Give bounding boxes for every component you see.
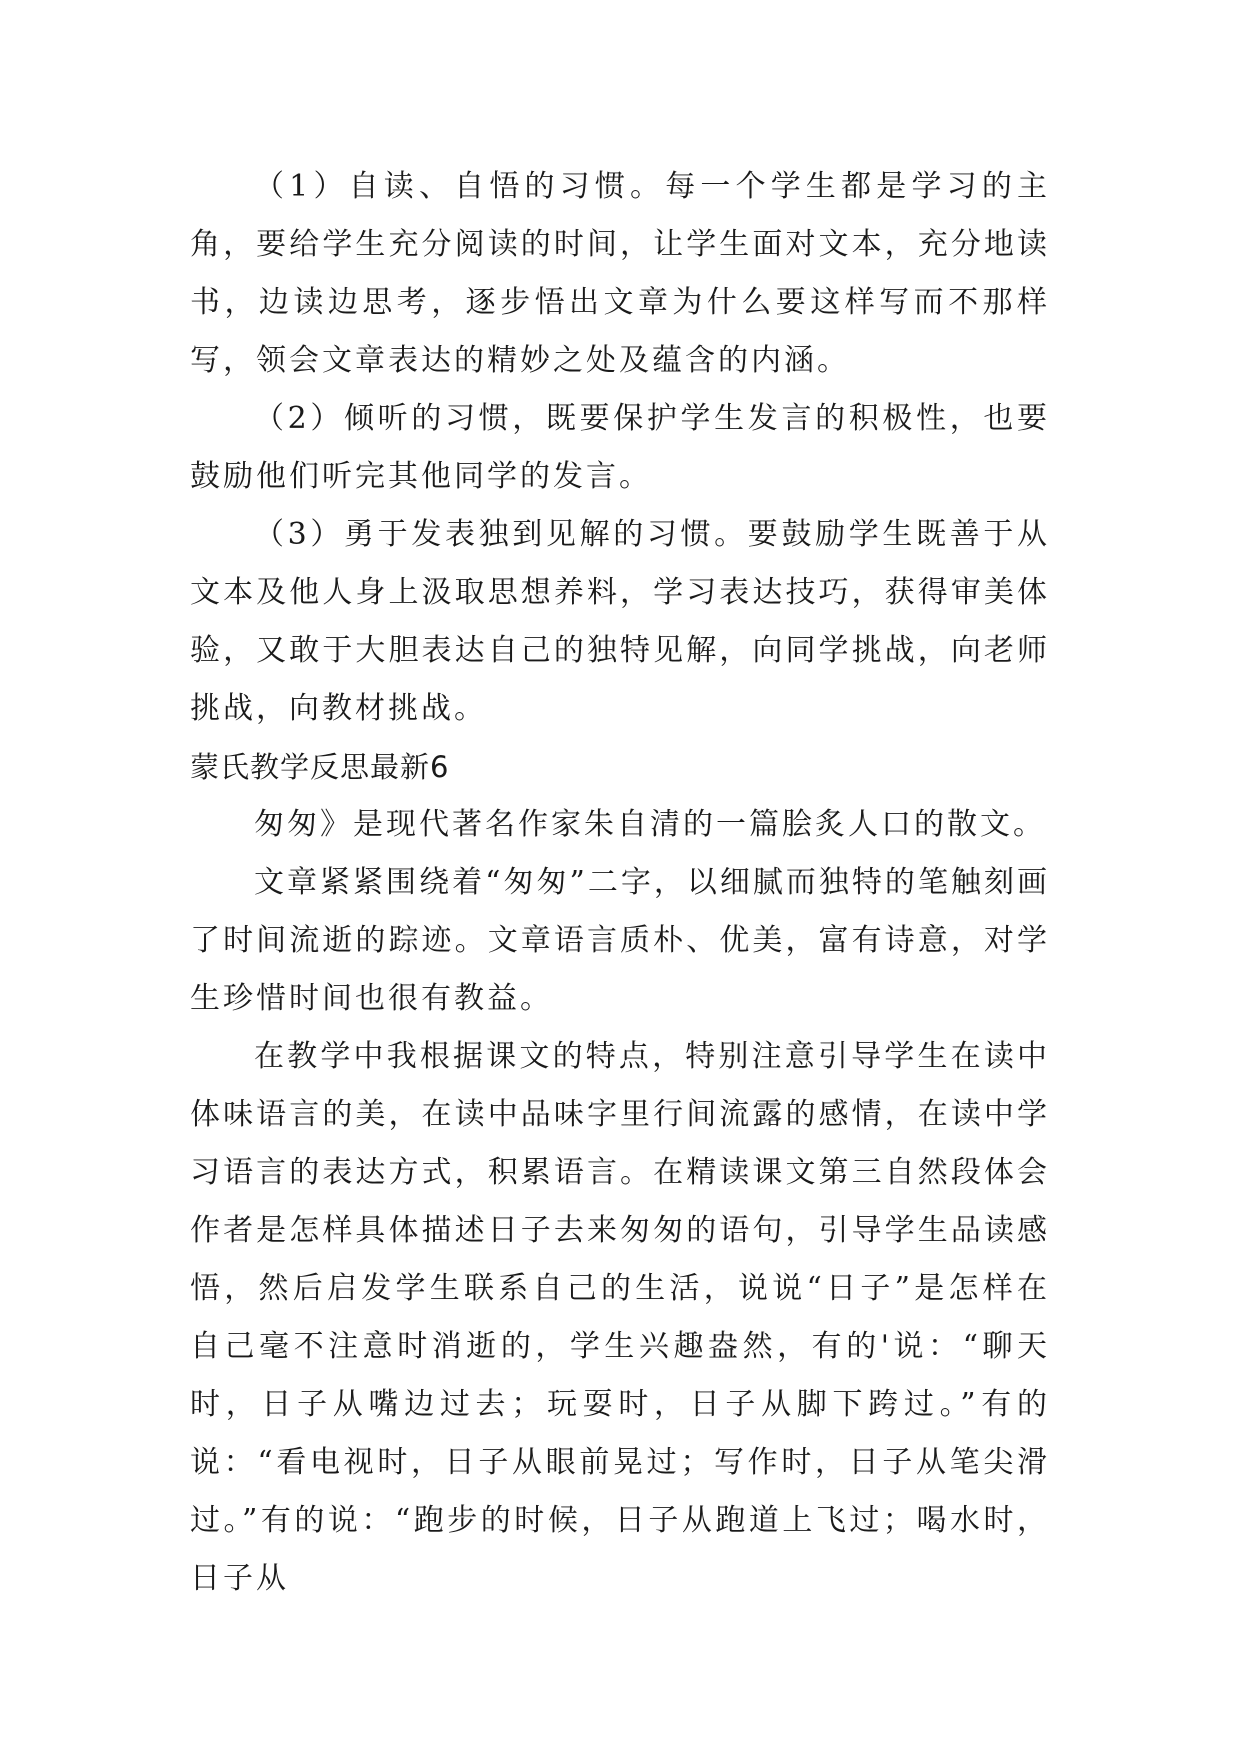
paragraph-article-summary: 文章紧紧围绕着“匆匆”二字，以细腻而独特的笔触刻画了时间流逝的踪迹。文章语言质朴、优美，富有诗意，对学生珍惜时间也很有教益。 xyxy=(190,865,1050,1016)
paragraph-intro-congcong: 匆匆》是现代著名作家朱自清的一篇脍炙人口的散文。 xyxy=(254,807,1046,842)
section-heading: 蒙氏教学反思最新6 xyxy=(190,750,450,784)
paragraph-teaching-method: 在教学中我根据课文的特点，特别注意引导学生在读中体味语言的美，在读中品味字里行间流露的感情，在读中学习语言的表达方式，积累语言。在精读课文第三自然段体会作者是怎样具体描述日子去来匆匆的语句，引导学生品读感悟，然后启发学生联系自己的生活，说说“日子”是怎样在自己毫不注意时消逝的，学生兴趣盎然，有的'说：“聊天时，日子从嘴边过去；玩耍时，日子从脚下跨过。”有的说：“看电视时，日子从眼前晃过；写作时，日子从笔尖滑过。”有的说：“跑步的时候，日子从跑道上飞过；喝水时，日子从 xyxy=(190,1039,1050,1596)
paragraph-habit-expressing: （3）勇于发表独到见解的习惯。要鼓励学生既善于从文本及他人身上汲取思想养料，学习表达技巧，获得审美体验，又敢于大胆表达自己的独特见解，向同学挑战，向老师挑战，向教材挑战。 xyxy=(190,517,1050,726)
document-body xyxy=(190,158,1050,1608)
paragraph-habit-listening: （2）倾听的习惯，既要保护学生发言的积极性，也要鼓励他们听完其他同学的发言。 xyxy=(190,401,1050,494)
paragraph-habit-self-reading: （1）自读、自悟的习惯。每一个学生都是学习的主角，要给学生充分阅读的时间，让学生面对文本，充分地读书，边读边思考，逐步悟出文章为什么要这样写而不那样写，领会文章表达的精妙之处及蕴含的内涵。 xyxy=(190,169,1050,378)
